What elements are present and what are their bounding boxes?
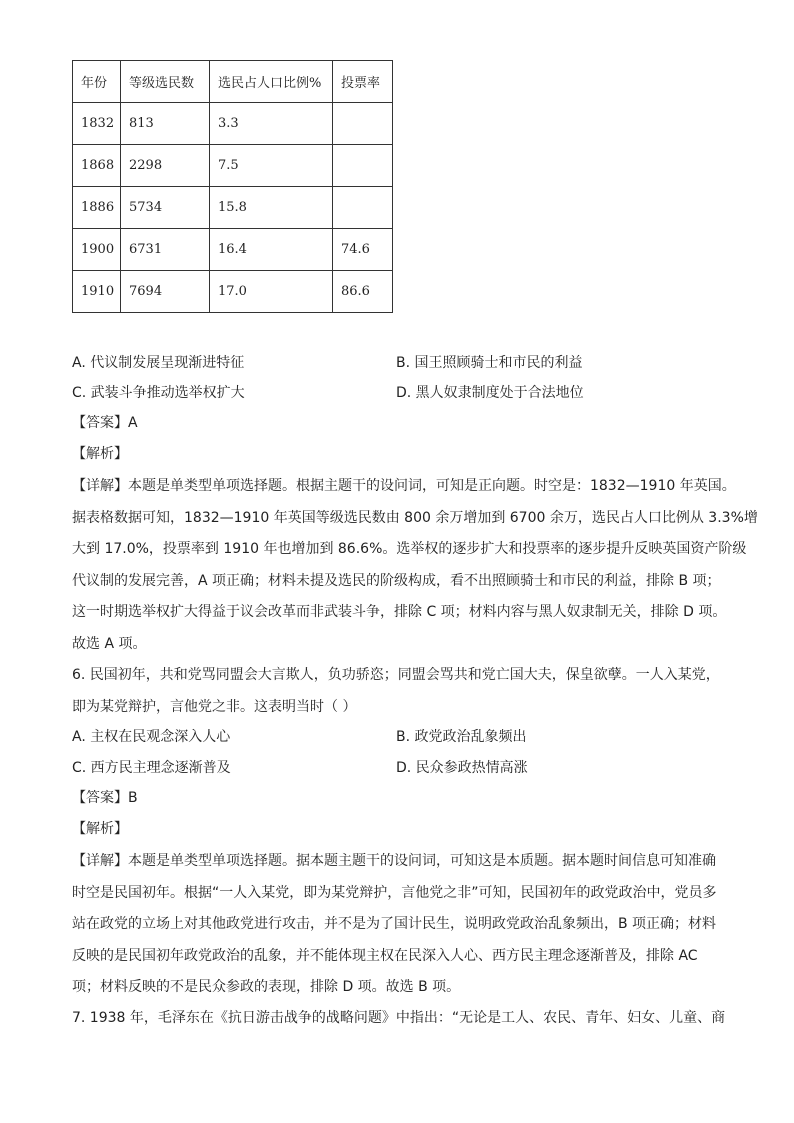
table-cell: 1910 [73, 271, 121, 313]
table-cell: 2298 [121, 145, 210, 187]
q6-analysis-label: 【解析】 [72, 821, 128, 837]
table-cell: 3.3 [210, 103, 333, 145]
table-cell: 1900 [73, 229, 121, 271]
paragraph-line: 6. 民国初年，共和党骂同盟会大言欺人，负功骄恣；同盟会骂共和党亡国大夫，保皇欲孽。一人入某党， [72, 667, 720, 683]
table-cell [333, 145, 393, 187]
table-row [73, 187, 393, 229]
q6-option-b: B. 政党政治乱象频出 [396, 729, 527, 745]
q6-option-d: D. 民众参政热情高涨 [396, 760, 528, 776]
q6-detail-paragraph [72, 846, 722, 1004]
table-cell: 813 [121, 103, 210, 145]
table-header-cell: 等级选民数 [121, 61, 210, 103]
paragraph-line: 代议制的发展完善，A 项正确；材料未提及选民的阶级构成，看不出照顾骑士和市民的利益，排除 B 项； [72, 572, 721, 589]
paragraph-line: 即为某党辩护，言他党之非。这表明当时（ ） [72, 698, 357, 715]
table-cell: 17.0 [210, 271, 333, 313]
table-cell: 7694 [121, 271, 210, 313]
q6-option-a: A. 主权在民观念深入人心 [72, 729, 231, 745]
q5-detail-paragraph [72, 471, 758, 661]
table-header-cell: 投票率 [333, 61, 393, 103]
table-cell: 6731 [121, 229, 210, 271]
voter-statistics-table [72, 60, 393, 313]
q6-option-c: C. 西方民主理念逐渐普及 [72, 760, 231, 776]
table-row [73, 229, 393, 271]
table-row [73, 145, 393, 187]
q6-answer: 【答案】B [72, 790, 138, 806]
table-cell: 7.5 [210, 145, 333, 187]
paragraph-line: 这一时期选举权扩大得益于议会改革而非武装斗争，排除 C 项；材料内容与黑人奴隶制无关，排除 D 项。 [72, 604, 727, 621]
paragraph-line: 故选 A 项。 [72, 635, 147, 652]
q5-analysis-label: 【解析】 [72, 446, 128, 462]
q7-stem [72, 1003, 726, 1035]
table-cell: 5734 [121, 187, 210, 229]
paragraph-line: 【详解】本题是单类型单项选择题。根据主题干的设问词，可知是正向题。时空是：1832—1910 年英国。 [72, 478, 736, 494]
table-cell [333, 103, 393, 145]
table-cell: 1868 [73, 145, 121, 187]
table-cell: 15.8 [210, 187, 333, 229]
q5-answer: 【答案】A [72, 415, 138, 431]
table-header-cell: 年份 [73, 61, 121, 103]
q5-option-c: C. 武装斗争推动选举权扩大 [72, 385, 245, 401]
paragraph-line: 据表格数据可知，1832—1910 年英国等级选民数由 800 余万增加到 6700 余万，选民占人口比例从 3.3%增 [72, 509, 758, 526]
paragraph-line: 项；材料反映的不是民众参政的表现，排除 D 项。故选 B 项。 [72, 979, 461, 996]
q5-option-b: B. 国王照顾骑士和市民的利益 [396, 355, 583, 371]
table-row [73, 271, 393, 313]
table-cell: 1832 [73, 103, 121, 145]
paragraph-line: 站在政党的立场上对其他政党进行攻击，并不是为了国计民生，说明政党政治乱象频出，B 项正确；材料 [72, 916, 717, 933]
table-row [73, 103, 393, 145]
table-cell: 16.4 [210, 229, 333, 271]
paragraph-line: 7. 1938 年，毛泽东在《抗日游击战争的战略问题》中指出：“无论是工人、农民、青年、妇女、儿童、商 [72, 1010, 726, 1026]
q5-option-a: A. 代议制发展呈现渐进特征 [72, 355, 245, 371]
paragraph-line: 【详解】本题是单类型单项选择题。据本题主题干的设问词，可知这是本质题。据本题时间信息可知准确 [72, 853, 716, 869]
table-cell: 74.6 [333, 229, 393, 271]
table-header-cell: 选民占人口比例% [210, 61, 333, 103]
paragraph-line: 时空是民国初年。根据“一人入某党，即为某党辩护，言他党之非”可知，民国初年的政党政治中，党员多 [72, 884, 717, 901]
q6-stem [72, 660, 722, 723]
table-cell: 86.6 [333, 271, 393, 313]
paragraph-line: 大到 17.0%，投票率到 1910 年也增加到 86.6%。选举权的逐步扩大和投票率的逐步提升反映英国资产阶级 [72, 541, 747, 558]
table-cell: 1886 [73, 187, 121, 229]
table-cell [333, 187, 393, 229]
table-header-row [73, 61, 393, 103]
paragraph-line: 反映的是民国初年政党政治的乱象，并不能体现主权在民深入人心、西方民主理念逐渐普及，排除 AC [72, 947, 698, 964]
q5-option-d: D. 黑人奴隶制度处于合法地位 [396, 385, 584, 401]
